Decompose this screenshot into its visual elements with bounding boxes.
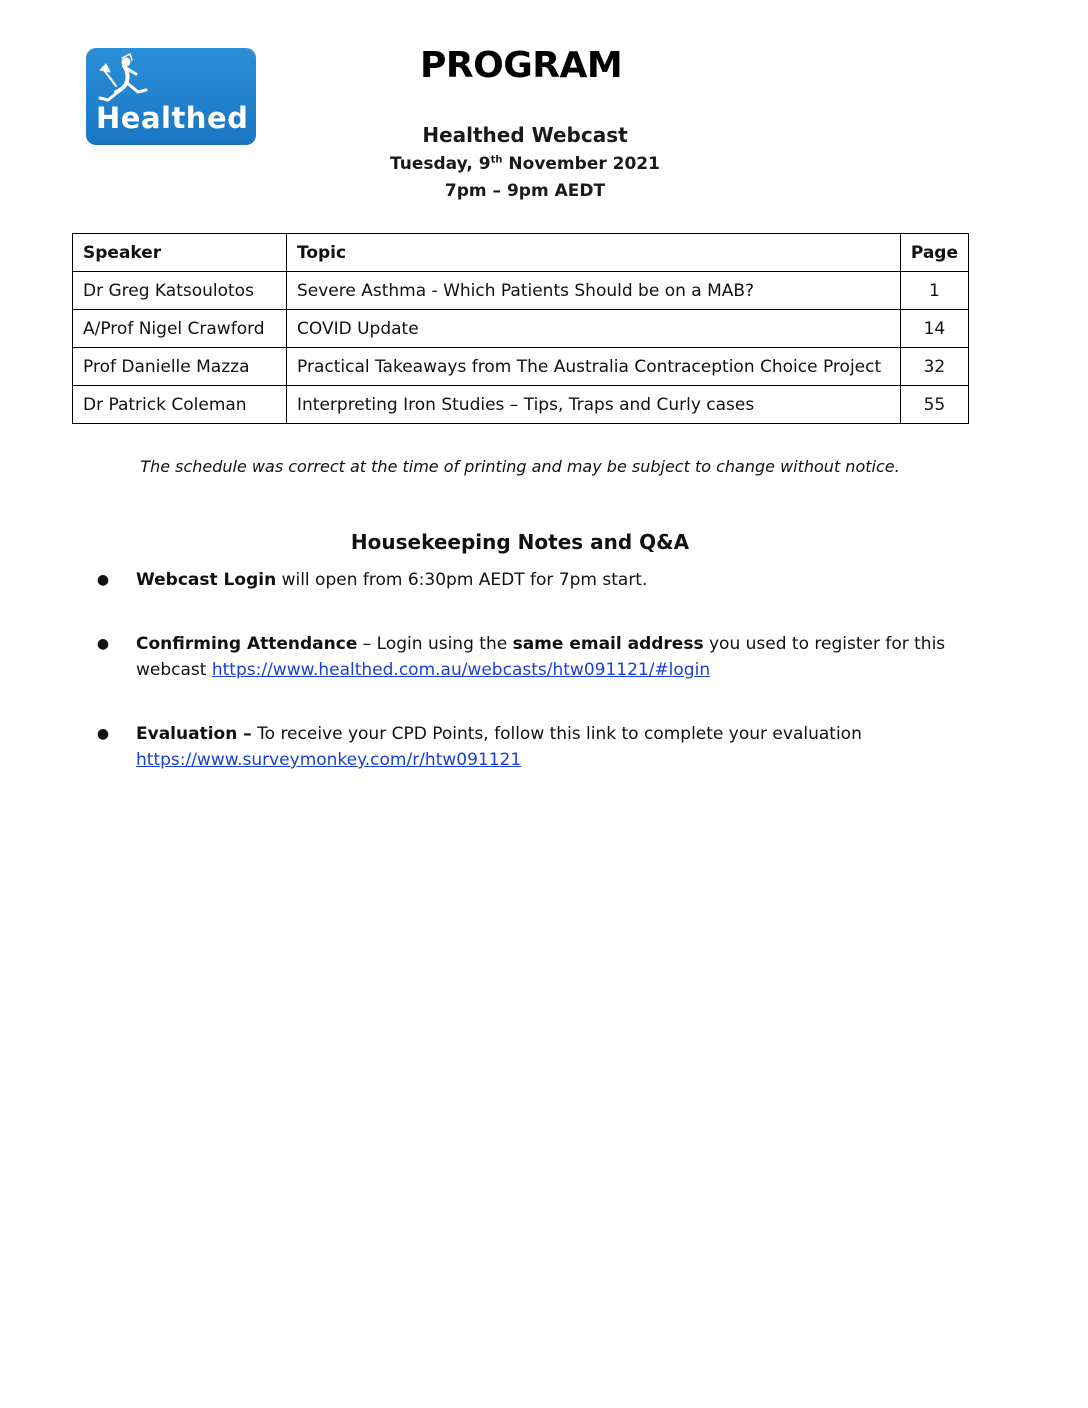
page-cell: 14	[900, 310, 968, 348]
evaluation-link[interactable]: https://www.surveymonkey.com/r/htw091121	[136, 750, 522, 770]
table-row	[73, 386, 969, 424]
bullet-icon: ●	[96, 572, 110, 588]
note-bold-mid: same email address	[512, 634, 704, 654]
logo-wordmark: Healthed	[96, 101, 249, 135]
note-bold-lead: Confirming Attendance	[136, 634, 358, 654]
note-bold-lead: Evaluation –	[136, 724, 252, 744]
table-row	[73, 348, 969, 386]
event-date-ordinal: th	[490, 154, 503, 166]
note-text: – Login using the	[357, 634, 513, 654]
note-text: will open from 6:30pm AEDT for 7pm start.	[276, 570, 648, 590]
event-time: 7pm – 9pm AEDT	[444, 181, 606, 201]
topic-cell: COVID Update	[287, 310, 901, 348]
table-header-row	[73, 234, 969, 272]
topic-cell: Interpreting Iron Studies – Tips, Traps and Curly cases	[287, 386, 901, 424]
speaker-cell: Prof Danielle Mazza	[73, 348, 287, 386]
schedule-disclaimer: The schedule was correct at the time of printing and may be subject to change without notice.	[140, 457, 900, 476]
topic-cell: Severe Asthma - Which Patients Should be on a MAB?	[287, 272, 901, 310]
login-link[interactable]: https://www.healthed.com.au/webcasts/htw091121/#login	[211, 660, 711, 680]
page-cell: 55	[900, 386, 968, 424]
note-webcast-login	[96, 567, 956, 593]
note-confirming-attendance	[96, 631, 956, 683]
note-text: you used to register for this webcast	[136, 634, 946, 680]
note-bold-lead: Webcast Login	[136, 570, 277, 590]
speaker-cell: Dr Greg Katsoulotos	[73, 272, 287, 310]
page-title: PROGRAM	[420, 45, 623, 86]
event-title: Healthed Webcast	[422, 123, 628, 147]
event-date	[320, 151, 730, 177]
event-date-prefix: Tuesday, 9	[390, 154, 491, 174]
note-text: To receive your CPD Points, follow this link to complete your evaluation	[251, 724, 862, 744]
page-cell: 1	[900, 272, 968, 310]
header-page: Page	[900, 234, 968, 272]
table-row	[73, 310, 969, 348]
healthed-logo	[86, 48, 256, 145]
header-speaker: Speaker	[73, 234, 287, 272]
housekeeping-heading: Housekeeping Notes and Q&A	[350, 530, 690, 554]
note-evaluation	[96, 721, 956, 773]
table-row	[73, 272, 969, 310]
speaker-cell: A/Prof Nigel Crawford	[73, 310, 287, 348]
topic-cell: Practical Takeaways from The Australia Contraception Choice Project	[287, 348, 901, 386]
page-cell: 32	[900, 348, 968, 386]
program-table	[72, 233, 969, 424]
event-date-suffix: November 2021	[502, 154, 660, 174]
header-topic: Topic	[287, 234, 901, 272]
bullet-icon: ●	[96, 726, 110, 742]
speaker-cell: Dr Patrick Coleman	[73, 386, 287, 424]
bullet-icon: ●	[96, 636, 110, 652]
